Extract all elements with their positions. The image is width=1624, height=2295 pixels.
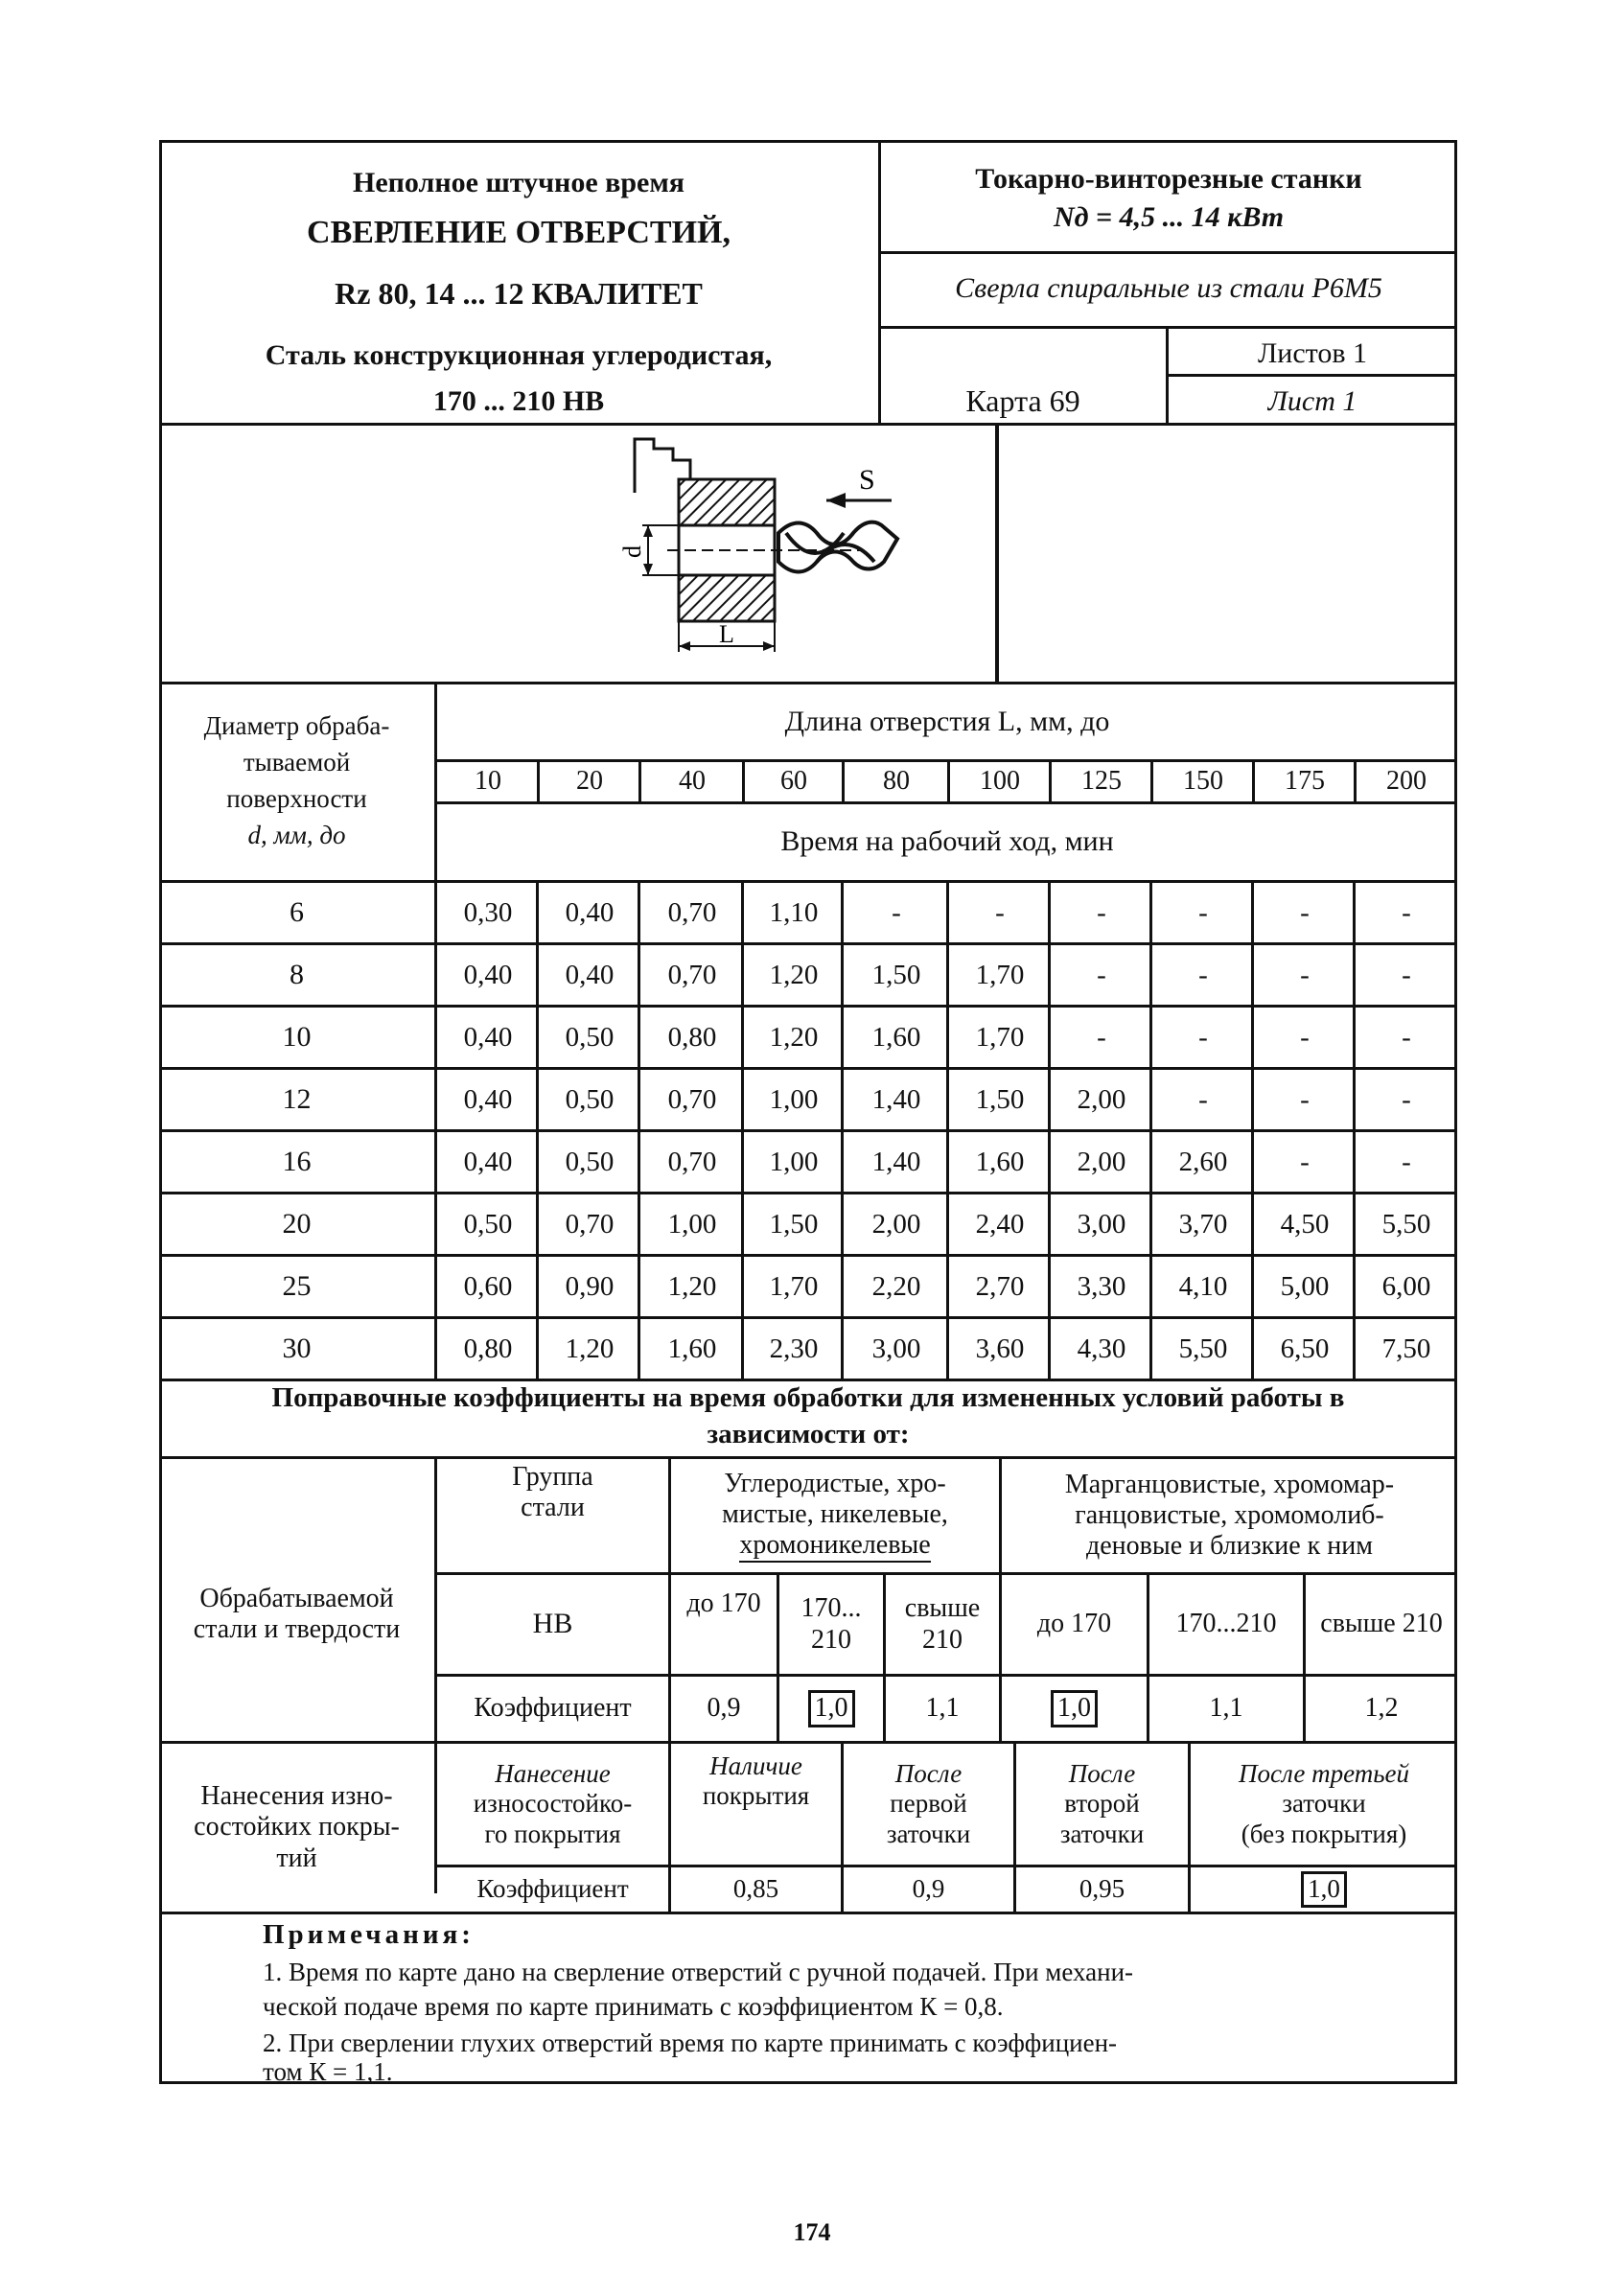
hb-value xyxy=(1306,1575,1457,1674)
table-line xyxy=(1149,1194,1152,1257)
time-cell: - xyxy=(1097,1021,1106,1053)
table-line xyxy=(841,1008,844,1070)
time-cell: - xyxy=(1198,896,1208,928)
table-line xyxy=(537,762,540,801)
header-line xyxy=(878,251,1457,254)
time-cell: - xyxy=(1198,1083,1208,1115)
coating-header-line: го покрытия xyxy=(484,1819,621,1848)
length-column-header: 60 xyxy=(780,766,807,797)
table-line xyxy=(434,1194,437,1257)
table-line xyxy=(946,1132,949,1194)
diameter-cell: 25 xyxy=(282,1270,312,1303)
table-line xyxy=(1251,1257,1254,1319)
table-line xyxy=(1353,1257,1356,1319)
table-line xyxy=(536,1257,539,1319)
time-cell: 0,30 xyxy=(463,896,513,928)
length-column-header: 150 xyxy=(1183,766,1223,797)
time-cell: 2,00 xyxy=(1077,1083,1126,1115)
table-line xyxy=(638,1070,640,1132)
time-cell: 0,40 xyxy=(463,1083,513,1115)
coating-header-line: первой xyxy=(890,1789,967,1819)
table-line xyxy=(841,883,844,945)
diameter-cell: 20 xyxy=(282,1208,312,1240)
table-line xyxy=(638,1319,640,1381)
time-cell: 6,50 xyxy=(1280,1333,1330,1364)
time-cell: 0,70 xyxy=(667,1146,717,1177)
coating-header-line: После xyxy=(894,1759,963,1789)
length-column-header: 80 xyxy=(883,766,910,797)
sheets-total: Листов 1 xyxy=(1257,337,1368,369)
time-cell: 0,40 xyxy=(463,959,513,990)
table-line xyxy=(1251,1194,1254,1257)
hb-value-text: свыше 210 xyxy=(1320,1609,1443,1639)
header-line xyxy=(1166,374,1457,377)
time-cell: 1,60 xyxy=(667,1333,717,1364)
time-cell: 1,40 xyxy=(871,1146,921,1177)
time-cell: 4,50 xyxy=(1280,1208,1330,1240)
table-line xyxy=(434,1008,437,1070)
table-line xyxy=(1353,883,1356,945)
time-cell: - xyxy=(1402,1146,1411,1177)
carbon-steel-line: Углеродистые, хро- xyxy=(724,1468,946,1498)
hb-value xyxy=(886,1575,999,1674)
coating-label xyxy=(159,1744,434,1912)
manganese-steel-line: Марганцовистые, хромомар- xyxy=(1064,1469,1395,1499)
table-line xyxy=(1048,1008,1051,1070)
time-cell: 2,40 xyxy=(975,1208,1025,1240)
time-cell: - xyxy=(1198,959,1208,990)
coating-coef-value: 0,9 xyxy=(912,1874,945,1904)
hb-label: НВ xyxy=(532,1608,573,1640)
time-cell: 1,60 xyxy=(871,1021,921,1053)
table-line xyxy=(536,945,539,1008)
page-number: 174 xyxy=(793,2218,831,2246)
time-cell: 0,60 xyxy=(463,1270,513,1302)
notes-title: Примечания: xyxy=(263,1919,475,1950)
table-line xyxy=(434,1257,437,1319)
time-cell: 1,10 xyxy=(769,896,819,928)
steel-coef-selected: 1,0 xyxy=(1051,1690,1098,1727)
table-line xyxy=(1251,883,1254,945)
table-line xyxy=(1048,1257,1051,1319)
carbon-steel-line: мистые, никелевые, xyxy=(722,1498,948,1529)
time-cell: 1,20 xyxy=(565,1333,615,1364)
time-cell: - xyxy=(1300,1146,1310,1177)
coating-header-line: Нанесение xyxy=(495,1759,611,1789)
time-cell: 0,70 xyxy=(565,1208,615,1240)
corrections-title-1: Поправочные коэффициенты на время обработки для измененных условий работы в xyxy=(271,1382,1345,1413)
coating-header-line: заточки xyxy=(1282,1789,1366,1819)
diameter-cell: 6 xyxy=(290,896,304,929)
coating-header xyxy=(671,1744,841,1865)
table-line xyxy=(946,1008,949,1070)
table-line xyxy=(1048,1132,1051,1194)
row-header xyxy=(159,683,434,880)
table-line xyxy=(434,945,437,1008)
steel-label-line: стали и твердости xyxy=(193,1614,401,1644)
time-cell: 5,50 xyxy=(1381,1208,1431,1240)
time-cell: 0,50 xyxy=(565,1083,615,1115)
table-line xyxy=(946,1070,949,1132)
manganese-steel-group xyxy=(1002,1459,1457,1572)
time-cell: 2,30 xyxy=(769,1333,819,1364)
time-cell: 0,40 xyxy=(463,1021,513,1053)
time-cell: 3,70 xyxy=(1178,1208,1228,1240)
table-line xyxy=(1252,762,1255,801)
table-line xyxy=(638,883,640,945)
manganese-steel-line: деновые и близкие к ним xyxy=(1086,1531,1373,1562)
table-line xyxy=(741,945,744,1008)
coating-header xyxy=(1191,1744,1457,1865)
steel-label-line: Обрабатываемой xyxy=(199,1583,394,1613)
table-line xyxy=(1048,945,1051,1008)
time-cell: - xyxy=(1097,959,1106,990)
table-line xyxy=(1048,883,1051,945)
time-cell: 1,20 xyxy=(667,1270,717,1302)
time-cell: 1,40 xyxy=(871,1083,921,1115)
time-cell: 0,50 xyxy=(565,1021,615,1053)
table-line xyxy=(1149,1070,1152,1132)
table-line xyxy=(536,1070,539,1132)
steel-coef-text: 1,1 xyxy=(1209,1693,1243,1724)
time-header: Время на рабочий ход, мин xyxy=(780,825,1114,858)
time-cell: 3,60 xyxy=(975,1333,1025,1364)
table-line xyxy=(1048,1070,1051,1132)
time-cell: - xyxy=(995,896,1005,928)
time-cell: - xyxy=(1402,1021,1411,1053)
time-cell: - xyxy=(1402,1083,1411,1115)
feed-label: S xyxy=(859,464,875,496)
steel-coef-text: 1,1 xyxy=(925,1693,960,1724)
manganese-steel-line: ганцовистые, хромомолиб- xyxy=(1075,1499,1384,1530)
table-line xyxy=(1353,1070,1356,1132)
feed-arrow-icon xyxy=(826,464,892,508)
hb-value: до 170 xyxy=(1036,1609,1112,1639)
table-line xyxy=(841,1132,844,1194)
tool-type: Сверла спиральные из стали Р6М5 xyxy=(955,272,1382,304)
length-column-header: 20 xyxy=(576,766,603,797)
corrections-title-2: зависимости от: xyxy=(707,1419,910,1449)
table-line xyxy=(841,945,844,1008)
table-line xyxy=(1251,1132,1254,1194)
table-line xyxy=(1251,1008,1254,1070)
steel-coef-label: Коэффициент xyxy=(474,1693,632,1724)
time-cell: 0,80 xyxy=(667,1021,717,1053)
table-line xyxy=(638,945,640,1008)
table-line xyxy=(1048,1319,1051,1381)
diameter-cell: 12 xyxy=(282,1083,312,1116)
coating-header-line: покрытия xyxy=(702,1781,810,1811)
time-cell: 0,70 xyxy=(667,896,717,928)
header-title-2: СВЕРЛЕНИЕ ОТВЕРСТИЙ, xyxy=(307,215,731,250)
carbon-steel-group xyxy=(671,1459,999,1572)
time-cell: 2,00 xyxy=(1077,1146,1126,1177)
table-line xyxy=(741,1132,744,1194)
steel-group-line: стали xyxy=(521,1493,585,1522)
steel-coef-value xyxy=(1306,1677,1457,1741)
table-line xyxy=(741,1257,744,1319)
time-cell: - xyxy=(892,896,901,928)
table-line xyxy=(1353,945,1356,1008)
length-column-header: 10 xyxy=(475,766,501,797)
table-line xyxy=(841,1319,844,1381)
length-column-header: 175 xyxy=(1285,766,1325,797)
coating-coef-value: 0,85 xyxy=(732,1874,779,1904)
time-cell: - xyxy=(1402,959,1411,990)
steel-group-label xyxy=(437,1459,668,1526)
table-line xyxy=(1251,1070,1254,1132)
table-line xyxy=(1149,945,1152,1008)
length-column-header: 125 xyxy=(1081,766,1122,797)
time-cell: 1,60 xyxy=(975,1146,1025,1177)
hb-value-text: свыше 210 xyxy=(904,1593,981,1655)
table-line xyxy=(947,762,950,801)
note-2-line-2: том К = 1,1. xyxy=(263,2057,393,2086)
steel-label xyxy=(159,1459,434,1741)
table-line xyxy=(741,1070,744,1132)
time-cell: 5,50 xyxy=(1178,1333,1228,1364)
table-line xyxy=(536,1319,539,1381)
diameter-cell: 30 xyxy=(282,1333,312,1365)
steel-coef-selected: 1,0 xyxy=(808,1690,855,1727)
row-header-line: тываемой xyxy=(243,748,351,777)
time-cell: 1,50 xyxy=(975,1083,1025,1115)
coating-header xyxy=(437,1744,668,1865)
time-cell: 0,40 xyxy=(565,896,615,928)
machine-type: Токарно-винторезные станки xyxy=(975,163,1362,195)
table-line xyxy=(841,1194,844,1257)
table-line xyxy=(1149,883,1152,945)
table-line xyxy=(536,1132,539,1194)
hb-value: до 170 xyxy=(686,1588,761,1618)
table-line xyxy=(536,1008,539,1070)
table-line xyxy=(434,1132,437,1194)
carbon-steel-line: хромоникелевые xyxy=(739,1530,930,1563)
card-number: Карта 69 xyxy=(965,383,1080,418)
coating-header xyxy=(1016,1744,1188,1865)
coating-header-line: Наличие xyxy=(709,1751,802,1780)
table-line xyxy=(1354,762,1357,801)
steel-coef-text: 0,9 xyxy=(707,1693,741,1724)
table-line xyxy=(1353,1132,1356,1194)
table-line xyxy=(742,762,745,801)
table-line xyxy=(536,883,539,945)
time-cell: - xyxy=(1300,896,1310,928)
time-cell: 0,40 xyxy=(565,959,615,990)
time-cell: 7,50 xyxy=(1381,1333,1431,1364)
length-column-header: 200 xyxy=(1386,766,1427,797)
coating-header-line: После xyxy=(1068,1759,1136,1789)
steel-coef-value xyxy=(779,1677,883,1741)
table-line xyxy=(1353,1319,1356,1381)
time-cell: 2,70 xyxy=(975,1270,1025,1302)
time-cell: 3,00 xyxy=(1077,1208,1126,1240)
diameter-cell: 10 xyxy=(282,1021,312,1054)
header-material: Сталь конструкционная углеродистая, xyxy=(265,339,773,371)
table-line xyxy=(434,1319,437,1381)
drill-icon xyxy=(778,522,897,572)
steel-coef-value xyxy=(1002,1677,1147,1741)
time-cell: 0,80 xyxy=(463,1333,513,1364)
coating-coef-value xyxy=(1191,1867,1457,1912)
time-cell: - xyxy=(1402,896,1411,928)
header-hardness: 170 ... 210 НВ xyxy=(432,385,605,417)
time-cell: 0,70 xyxy=(667,959,717,990)
length-column-header: 40 xyxy=(679,766,706,797)
coating-header-line: (без покрытия) xyxy=(1241,1819,1407,1848)
diameter-cell: 16 xyxy=(282,1146,312,1178)
table-line xyxy=(741,1319,744,1381)
time-cell: 1,50 xyxy=(769,1208,819,1240)
coating-coef-selected: 1,0 xyxy=(1301,1871,1347,1907)
diameter-label: d xyxy=(618,545,646,558)
table-line xyxy=(946,1194,949,1257)
coating-label-line: состойких покры- xyxy=(194,1812,400,1843)
table-line xyxy=(638,1132,640,1194)
coating-header xyxy=(844,1744,1013,1865)
header-title-3: Rz 80, 14 ... 12 КВАЛИТЕТ xyxy=(335,276,703,311)
table-line xyxy=(434,883,437,945)
table-line xyxy=(841,1070,844,1132)
time-cell: 0,50 xyxy=(463,1208,513,1240)
time-cell: 0,90 xyxy=(565,1270,615,1302)
table-line xyxy=(741,1194,744,1257)
coating-label-line: тий xyxy=(276,1843,317,1873)
coating-header-line: заточки xyxy=(886,1819,971,1848)
time-cell: 2,00 xyxy=(871,1208,921,1240)
note-1-line-1: 1. Время по карте дано на сверление отверстий с ручной подачей. При механи- xyxy=(263,1958,1134,1986)
time-cell: - xyxy=(1300,959,1310,990)
table-line xyxy=(159,1912,1457,1914)
table-line xyxy=(638,762,641,801)
length-dimension-icon xyxy=(679,620,775,652)
table-line xyxy=(946,883,949,945)
table-line xyxy=(1251,1319,1254,1381)
time-cell: 1,20 xyxy=(769,1021,819,1053)
coating-header-line: износостойко- xyxy=(473,1789,633,1819)
time-cell: 1,70 xyxy=(975,1021,1025,1053)
time-cell: 5,00 xyxy=(1280,1270,1330,1302)
table-line xyxy=(1149,1132,1152,1194)
time-cell: 1,00 xyxy=(667,1208,717,1240)
table-line xyxy=(946,1257,949,1319)
time-cell: 4,10 xyxy=(1178,1270,1228,1302)
length-label: L xyxy=(719,620,734,648)
table-line xyxy=(638,1008,640,1070)
table-line xyxy=(1149,1319,1152,1381)
time-cell: - xyxy=(1300,1083,1310,1115)
time-cell: 0,50 xyxy=(565,1146,615,1177)
steel-coef-value xyxy=(886,1677,999,1741)
steel-coef-text: 1,2 xyxy=(1364,1693,1399,1724)
table-line xyxy=(946,1319,949,1381)
table-line xyxy=(638,1257,640,1319)
time-cell: 0,40 xyxy=(463,1146,513,1177)
table-line xyxy=(536,1194,539,1257)
table-line xyxy=(1353,1008,1356,1070)
time-cell: 1,00 xyxy=(769,1083,819,1115)
table-line xyxy=(1049,762,1052,801)
note-1-line-2: ческой подаче время по карте принимать с коэффициентом К = 0,8. xyxy=(263,1992,1004,2021)
time-cell: - xyxy=(1198,1021,1208,1053)
coating-coef-label: Коэффициент xyxy=(476,1874,629,1904)
time-cell: 1,00 xyxy=(769,1146,819,1177)
table-line xyxy=(434,1070,437,1132)
time-cell: 6,00 xyxy=(1381,1270,1431,1302)
time-cell: 1,20 xyxy=(769,959,819,990)
coating-label-line: Нанесения изно- xyxy=(200,1781,393,1812)
machine-power: Nд = 4,5 ... 14 кВт xyxy=(1053,201,1285,233)
length-header: Длина отверстия L, мм, до xyxy=(784,705,1110,737)
coating-coef-value: 0,95 xyxy=(1079,1874,1125,1904)
table-line xyxy=(1149,1257,1152,1319)
note-2-line-1: 2. При сверлении глухих отверстий время по карте принимать с коэффициен- xyxy=(263,2028,1118,2057)
time-cell: 1,70 xyxy=(975,959,1025,990)
time-cell: 2,20 xyxy=(871,1270,921,1302)
time-cell: - xyxy=(1097,896,1106,928)
table-line xyxy=(1353,1194,1356,1257)
header-title-1: Неполное штучное время xyxy=(352,167,685,198)
table-line xyxy=(841,1257,844,1319)
row-header-line: поверхности xyxy=(226,784,367,813)
table-line xyxy=(741,883,744,945)
table-line xyxy=(946,945,949,1008)
length-column-header: 100 xyxy=(980,766,1020,797)
diameter-cell: 8 xyxy=(290,959,304,991)
table-line xyxy=(1251,945,1254,1008)
coating-header-line: После третьей xyxy=(1238,1759,1410,1789)
time-cell: - xyxy=(1300,1021,1310,1053)
table-line xyxy=(638,1194,640,1257)
sheet-number: Лист 1 xyxy=(1267,385,1357,417)
hb-value-text: 170... 210 xyxy=(800,1593,862,1655)
row-header-line: d, мм, до xyxy=(247,820,346,849)
steel-coef-value xyxy=(671,1677,777,1741)
table-line xyxy=(159,1379,1457,1381)
table-line xyxy=(1150,762,1153,801)
time-cell: 0,70 xyxy=(667,1083,717,1115)
time-cell: 3,00 xyxy=(871,1333,921,1364)
steel-coef-value xyxy=(1149,1677,1303,1741)
table-line xyxy=(741,1008,744,1070)
drilling-diagram xyxy=(575,426,997,683)
table-line xyxy=(1048,1194,1051,1257)
coating-header-line: второй xyxy=(1064,1789,1140,1819)
time-cell: 4,30 xyxy=(1077,1333,1126,1364)
coating-header-line: заточки xyxy=(1059,1819,1145,1848)
hb-value: 170...210 xyxy=(1175,1609,1277,1639)
time-cell: 2,60 xyxy=(1178,1146,1228,1177)
table-line xyxy=(842,762,845,801)
row-header-line: Диаметр обраба- xyxy=(203,711,390,741)
time-cell: 1,50 xyxy=(871,959,921,990)
time-cell: 3,30 xyxy=(1077,1270,1126,1302)
time-cell: 1,70 xyxy=(769,1270,819,1302)
table-line xyxy=(1149,1008,1152,1070)
steel-group-line: Группа xyxy=(512,1461,593,1492)
hb-value xyxy=(779,1575,883,1674)
